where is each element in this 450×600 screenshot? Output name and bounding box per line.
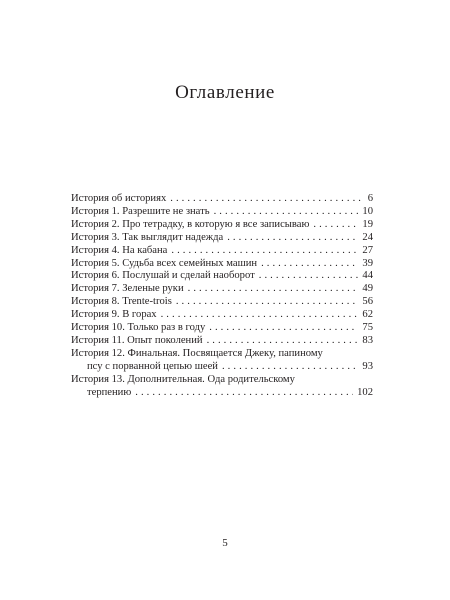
toc-entry-title: История 11. Опыт поколений: [71, 334, 203, 346]
toc-entry-page: 102: [357, 386, 373, 398]
toc-leader-dots: [207, 335, 359, 348]
toc-entry-title-line2: псу с порванной цепью шеей: [87, 360, 218, 372]
toc-entry-continuation: [71, 361, 373, 374]
toc-entry-title: История об историях: [71, 193, 167, 204]
toc-entry: [71, 232, 373, 245]
toc-leader-dots: [259, 270, 359, 283]
toc-leader-dots: [227, 232, 358, 245]
toc-entry: [71, 296, 373, 309]
toc-entry-title-line1: История 12. Финальная. Посвящается Джеку, папиному: [71, 347, 323, 359]
toc-entry-page: 44: [362, 270, 373, 282]
page-title: Оглавление: [175, 82, 275, 103]
toc-leader-dots: [170, 193, 363, 206]
toc-entry: [71, 258, 373, 271]
toc-entry-page: 27: [362, 244, 373, 256]
toc-entry-page: 6: [367, 193, 373, 204]
toc-entry-title: История 1. Разрешите не знать: [71, 205, 210, 217]
toc-entry-title: История 6. Послушай и сделай наоборот: [71, 270, 255, 282]
toc-entry-title: История 7. Зеленые руки: [71, 283, 184, 295]
page-number: 5: [222, 537, 228, 549]
toc-entry-title: История 5. Судьба всех семейных машин: [71, 257, 258, 269]
toc-entry-page: 39: [362, 257, 373, 269]
toc-entry: [71, 219, 373, 232]
toc-leader-dots: [214, 206, 359, 219]
toc-leader-dots: [209, 322, 358, 335]
toc-entry: [71, 309, 373, 322]
toc-entry: [71, 283, 373, 296]
toc-leader-dots: [261, 258, 358, 271]
toc-entry-title-line1: История 13. Дополнительная. Ода родительскому: [71, 373, 295, 385]
toc-entry: [71, 335, 373, 348]
toc-entry-page: 75: [362, 322, 373, 334]
toc-entry-page: 49: [362, 283, 373, 295]
toc-entry: [71, 245, 373, 258]
toc-leader-dots: [188, 283, 359, 296]
toc-entry-multiline: [71, 348, 373, 374]
toc-leader-dots: [222, 361, 358, 374]
toc-entry-title: История 8. Trente-trois: [71, 296, 172, 308]
toc-entry-page: 24: [362, 231, 373, 243]
toc-entry-page: 83: [362, 334, 373, 346]
table-of-contents: [71, 193, 373, 400]
toc-entry-title: История 4. На кабана: [71, 244, 168, 256]
toc-leader-dots: [135, 387, 353, 400]
toc-entry-page: 93: [362, 360, 373, 372]
toc-leader-dots: [161, 309, 359, 322]
toc-entry-multiline: [71, 374, 373, 400]
toc-entry-page: 56: [362, 296, 373, 308]
toc-entry-title: История 9. В горах: [71, 309, 157, 321]
toc-entry-page: 19: [362, 218, 373, 230]
toc-leader-dots: [313, 219, 358, 232]
toc-leader-dots: [171, 245, 358, 258]
toc-entry: [71, 206, 373, 219]
toc-leader-dots: [176, 296, 359, 309]
toc-entry: [71, 193, 373, 206]
toc-entry-page: 62: [362, 309, 373, 321]
toc-entry: [71, 322, 373, 335]
toc-entry-page: 10: [362, 205, 373, 217]
toc-entry-title-line2: терпению: [87, 386, 132, 398]
toc-entry-title: История 10. Только раз в году: [71, 322, 206, 334]
toc-entry-title: История 2. Про тетрадку, в которую я все записываю: [71, 218, 310, 230]
toc-entry-title: История 3. Так выглядит надежда: [71, 231, 224, 243]
toc-entry: [71, 270, 373, 283]
toc-entry-continuation: [71, 387, 373, 400]
